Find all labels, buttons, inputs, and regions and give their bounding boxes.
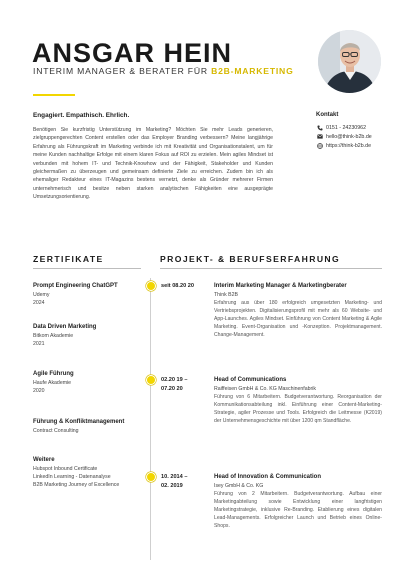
contact-email[interactable]: hello@think-b2b.de — [326, 133, 372, 140]
contact-email-row — [316, 132, 406, 141]
certificate-line: 2020 — [33, 388, 45, 394]
accent-divider — [33, 94, 75, 96]
intro-section — [33, 112, 273, 202]
timeline-dot — [146, 375, 156, 385]
intro-tagline: Engagiert. Empathisch. Ehrlich. — [33, 112, 130, 119]
job-title: Head of Innovation & Communication — [214, 474, 322, 480]
job-date — [161, 282, 194, 291]
job-subtitle — [33, 66, 294, 76]
job-entry — [214, 282, 382, 339]
job-description: Führung von 6 Mitarbeitern. Budgetverantwortung. Reorganisation der Kommunikationsabteilung inkl. Einführung einer Content-Marketing-Strategie, agiler Prozesse und Tools. Erfolgreich die Leitmesse (K2019) der Unternehmensgeschichte mit über 1200 qm Standfläche. — [214, 394, 382, 425]
job-date-text: seit 08.20 20 — [161, 283, 194, 289]
contact-phone[interactable]: 0151 - 24230962 — [326, 124, 367, 131]
certificate-line: Haufe Akademie — [33, 380, 72, 386]
job-title: Head of Communications — [214, 377, 287, 383]
contact-website[interactable]: https://think-b2b.de — [326, 142, 372, 149]
certificate-item — [33, 456, 143, 489]
certificates-divider — [33, 268, 141, 269]
certificate-line: LinkedIn Learning - Datenanalyse — [33, 474, 111, 480]
profile-photo — [318, 30, 381, 93]
certificate-line: 2021 — [33, 341, 45, 347]
career-divider — [160, 268, 382, 269]
certificate-line: Contract Consulting — [33, 428, 79, 434]
contact-web-row — [316, 141, 406, 150]
certificate-title: Prompt Engineering ChatGPT — [33, 283, 118, 289]
certificate-line: Hubspot Inbound Certificate — [33, 466, 98, 472]
certificate-line: B2B Marketing Journey of Excellence — [33, 482, 120, 488]
job-company: Think B2B — [214, 292, 238, 298]
certificate-item — [33, 323, 143, 348]
job-date: 10. 2014 – 02. 2019 — [161, 474, 188, 489]
globe-icon — [316, 142, 323, 149]
contact-title: Kontakt — [316, 112, 339, 118]
job-entry — [214, 473, 382, 530]
contact-section — [316, 112, 406, 150]
job-entry — [214, 376, 382, 425]
mail-icon — [316, 133, 323, 140]
timeline-dot — [146, 281, 156, 291]
subtitle-accent: B2B-MARKETING — [211, 66, 294, 76]
certificate-title: Führung & Konfliktmanagement — [33, 419, 125, 425]
job-company: Isey GmbH & Co. KG — [214, 483, 264, 489]
timeline-line — [150, 278, 151, 560]
profile-photo-graphic — [318, 30, 381, 93]
certificate-line: Udemy — [33, 292, 50, 298]
certificate-item — [33, 370, 143, 395]
career-heading: PROJEKT- & BERUFSERFAHRUNG — [160, 254, 341, 264]
job-description: Führung von 2 Mitarbeitern. Budgetverantwortung. Aufbau einer Marketingabteilung sowie Entwicklung einer langfristigen Marketingstrategie, inklusive Re-Branding. Etablierung eines digitalen Lead-Managements. Erfolgreicher Launch und Betrieb eines Online-Shops. — [214, 491, 382, 530]
certificate-title: Data Driven Marketing — [33, 324, 97, 330]
certificate-title: Agile Führung — [33, 371, 74, 377]
job-company: Raiffeisen GmbH & Co. KG Maschinenfabrik — [214, 386, 316, 392]
certificate-item — [33, 282, 143, 307]
job-date: 02.20 19 – 07.20 20 — [161, 377, 188, 392]
certificate-item — [33, 418, 143, 435]
certificates-heading: ZERTIFIKATE — [33, 254, 104, 264]
intro-text: Benötigen Sie kurzfristig Unterstützung im Marketing? Möchten Sie mehr Leads generieren, zielgruppengerechten Content erstellen oder das Employer Branding verbessern? Meine langjährige Erfahrung als Führungskraft im Marketing verbinde ich mit Kreativität und Organisationstalent, um für meine Kunden nachhaltige Erfolge mit einem klaren Fokus auf ROI zu erzielen. Mein agiles Mindset ist verbunden mit hohem IT- und Technik-Knowhow und der Fähigkeit, Stakeholder und Kunden gleichermaßen zu überzeugen und gemeinsam definierte Ziele zu erreichen. Zudem bin ich als ehemaliger Redakteur eines IT-Magazins bestens vernetzt, denke als Gründer mehrerer Firmen unternehmerisch und besitze neben starken analytischen Fähigkeiten eine ausgeprägte Umsetzungsorientierung. — [33, 127, 273, 201]
certificate-line: 2024 — [33, 300, 45, 306]
certificate-line: Bitkom Akademie — [33, 333, 74, 339]
subtitle-main: INTERIM MANAGER & BERATER FÜR — [33, 66, 212, 76]
job-description: Erfahrung aus über 180 erfolgreich umgesetzten Marketing- und Vertriebsprojekten. Digitalisierungsprofil mit mehr als 60 Website- und App-Launches. Agiles Mindset. Einführung von Content Marketing & Agile Marketing. Event-Organisation und -Konzeption. Projektmanagement. Change-Management. — [214, 300, 382, 339]
certificate-title: Weitere — [33, 457, 55, 463]
person-name: ANSGAR HEIN — [32, 38, 233, 68]
phone-icon — [316, 124, 323, 131]
timeline-dot — [146, 472, 156, 482]
job-title: Interim Marketing Manager & Marketingberater — [214, 283, 347, 289]
contact-phone-row — [316, 123, 406, 132]
